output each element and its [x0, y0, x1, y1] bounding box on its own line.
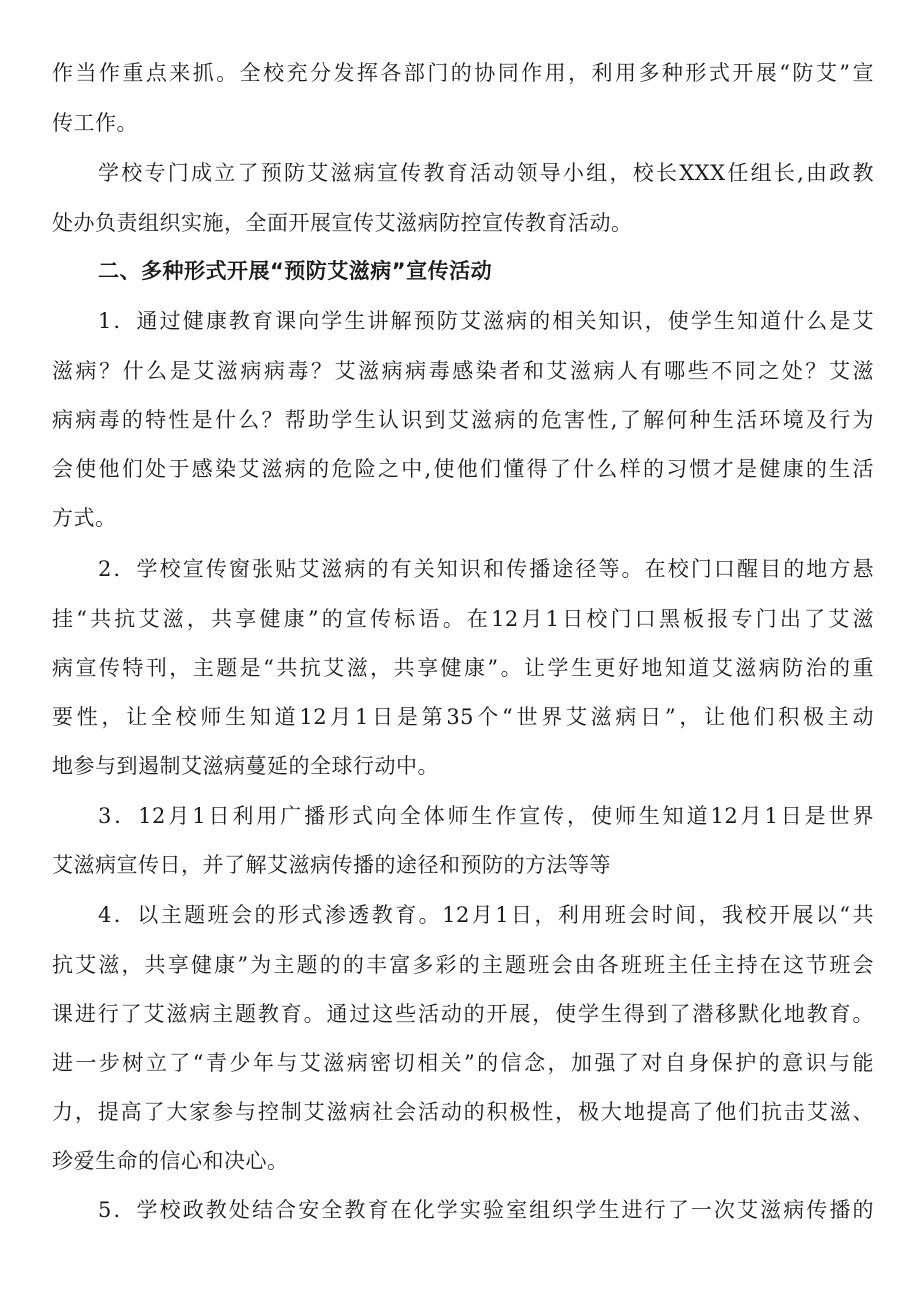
paragraph-line: 会使他们处于感染艾滋病的危险之中,使他们懂得了什么样的习惯才是健康的生活 — [52, 457, 874, 481]
paragraph-line: 处办负责组织实施，全面开展宣传艾滋病防控宣传教育活动。 — [52, 211, 633, 235]
paragraph-line: 地参与到遏制艾滋病蔓延的全球行动中。 — [52, 754, 439, 778]
paragraph-line: 力，提高了大家参与控制艾滋病社会活动的积极性，极大地提高了他们抗击艾滋、 — [52, 1100, 874, 1124]
paragraph-line: 2．学校宣传窗张贴艾滋病的有关知识和传播途径等。在校门口醒目的地方悬 — [98, 557, 874, 581]
paragraph-line: 要性，让全校师生知道12月1日是第35个“世界艾滋病日”，让他们积极主动 — [52, 705, 874, 729]
paragraph-line: 4．以主题班会的形式渗透教育。12月1日，利用班会时间，我校开展以“共 — [98, 903, 874, 927]
paragraph-line: 抗艾滋，共享健康”为主题的的丰富多彩的主题班会由各班班主任主持在这节班会 — [52, 953, 874, 977]
paragraph-line: 3．12月1日利用广播形式向全体师生作宣传，使师生知道12月1日是世界 — [98, 804, 874, 828]
paragraph-line: 进一步树立了“青少年与艾滋病密切相关”的信念，加强了对自身保护的意识与能 — [52, 1051, 874, 1075]
paragraph-line: 艾滋病宣传日，并了解艾滋病传播的途径和预防的方法等等 — [52, 853, 611, 877]
section-heading: 二、多种形式开展“预防艾滋病”宣传活动 — [98, 259, 493, 283]
paragraph-line: 1．通过健康教育课向学生讲解预防艾滋病的相关知识，使学生知道什么是艾 — [98, 309, 874, 333]
paragraph-line: 5．学校政教处结合安全教育在化学实验室组织学生进行了一次艾滋病传播的 — [98, 1198, 874, 1222]
paragraph-line: 作当作重点来抓。全校充分发挥各部门的协同作用，利用多种形式开展“防艾”宣 — [52, 61, 874, 85]
paragraph-line: 学校专门成立了预防艾滋病宣传教育活动领导小组，校长XXX任组长,由政教 — [98, 161, 874, 185]
paragraph-line: 珍爱生命的信心和决心。 — [52, 1149, 289, 1173]
paragraph-line: 方式。 — [52, 506, 117, 530]
paragraph-line: 病宣传特刊，主题是“共抗艾滋，共享健康”。让学生更好地知道艾滋病防治的重 — [52, 656, 874, 680]
paragraph-line: 挂“共抗艾滋，共享健康”的宣传标语。在12月1日校门口黑板报专门出了艾滋 — [52, 607, 874, 631]
paragraph-line: 病病毒的特性是什么？帮助学生认识到艾滋病的危害性,了解何种生活环境及行为 — [52, 408, 874, 432]
paragraph-line: 课进行了艾滋病主题教育。通过这些活动的开展，使学生得到了潜移默化地教育。 — [52, 1002, 874, 1026]
paragraph-line: 滋病？什么是艾滋病病毒？艾滋病病毒感染者和艾滋病人有哪些不同之处？艾滋 — [52, 359, 874, 383]
paragraph-line: 传工作。 — [52, 111, 138, 135]
